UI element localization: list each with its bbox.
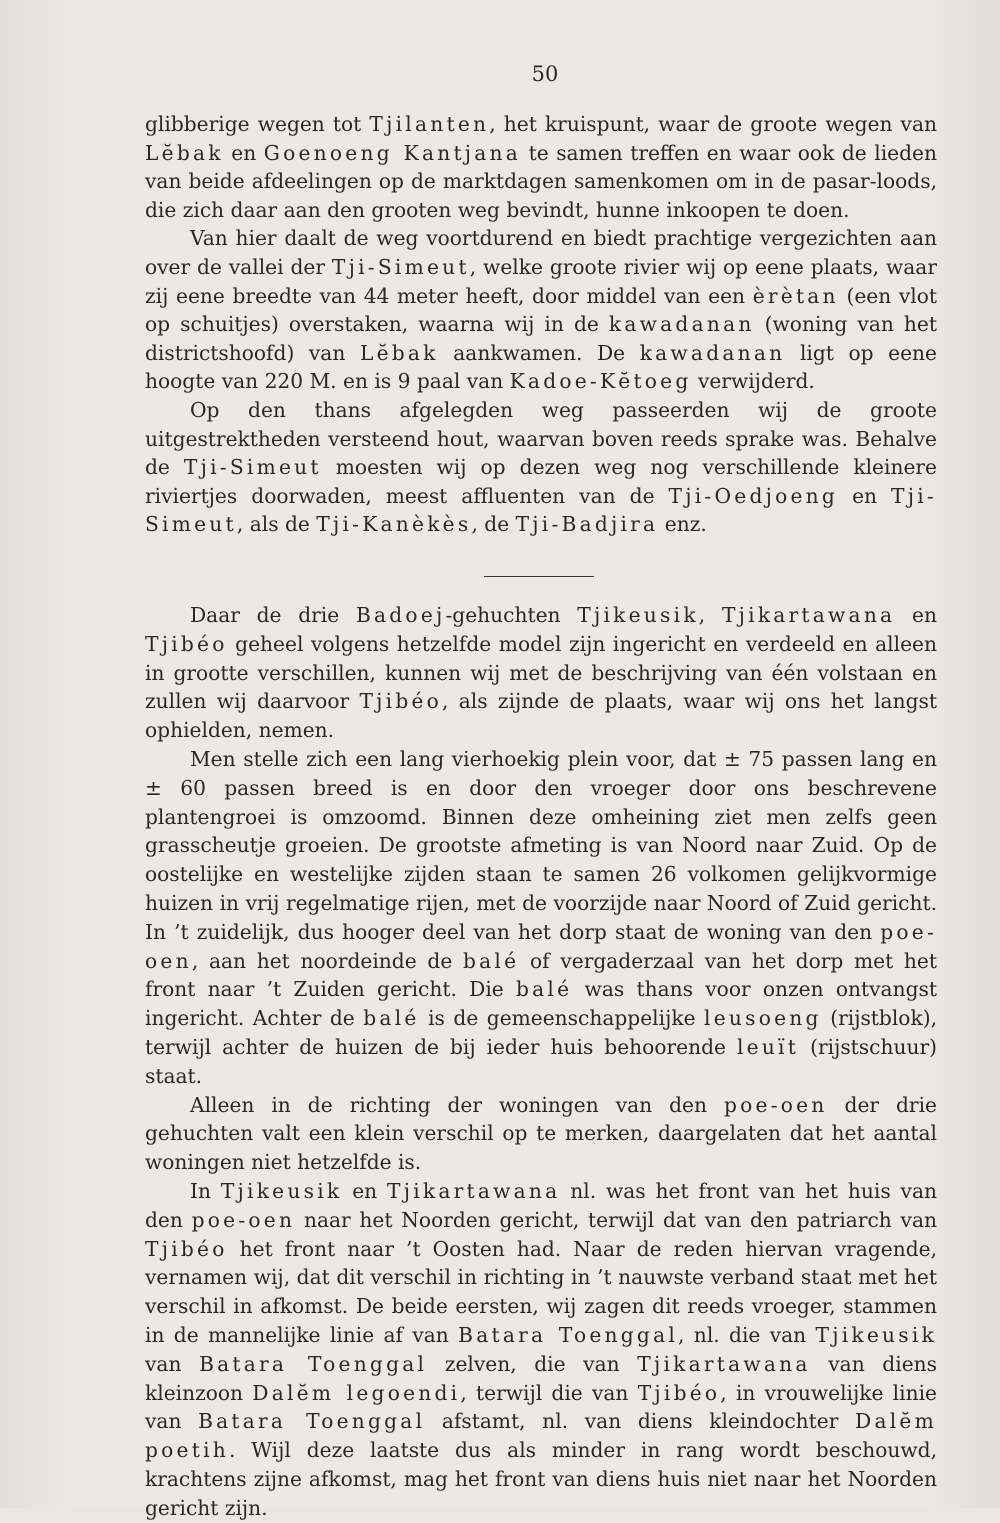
text-run: en: [838, 483, 892, 508]
spaced-term: poe-oen: [191, 1207, 296, 1232]
text-run: ligt op eene hoogte van 220 M. en is 9 paal van: [145, 340, 937, 394]
spaced-term: Dalĕm poetih: [145, 1409, 937, 1463]
text-run: (rijstblok), terwijl achter de huizen de bij ieder huis behoorende: [145, 1006, 937, 1059]
text-run: In: [190, 1178, 221, 1203]
spaced-term: Tji-Simeut: [145, 483, 937, 537]
text-run: ,: [698, 603, 722, 627]
spaced-term: Tji-Kanèkès: [316, 512, 472, 537]
spaced-term: Lĕbak: [359, 340, 439, 365]
spaced-term: kawadanan: [639, 340, 786, 365]
text-run: het front naar ’t Oosten had. Naar de reden hiervan vragende, vernamen wij, dat dit verschil in richting in ’t nauwste verband staat met het verschil in afkomst. De beide eersten, wij zagen dit reeds vroeger, stammen in de mannelijke linie af van: [145, 1236, 937, 1347]
text-run: van diens kleinzoon: [145, 1351, 937, 1405]
section-divider: [484, 576, 594, 577]
spaced-term: Tjikartawana: [721, 603, 896, 627]
spaced-term: Tjilanten: [369, 112, 490, 136]
paragraph-2: [145, 224, 937, 396]
text-run: is de gemeenschappelijke: [419, 1006, 705, 1031]
spaced-term: Batara Toenggal: [199, 1351, 428, 1376]
paragraph-5: [145, 745, 937, 1091]
spaced-term: èrètan: [752, 283, 839, 308]
text-run: glibberige wegen tot: [145, 112, 370, 136]
paragraph-3: [145, 396, 937, 539]
text-run: en: [895, 603, 938, 627]
text-run: aankwamen. De: [438, 340, 640, 365]
spaced-term: Tji-Simeut: [183, 455, 322, 480]
text-run: enz.: [658, 512, 707, 537]
text-run: (woning van het districtshoofd) van: [145, 312, 937, 365]
text-run: nl. was het front van het huis van den: [145, 1178, 937, 1232]
spaced-term: leuït: [736, 1034, 800, 1059]
spaced-term: poe-oen: [145, 919, 937, 973]
text-run: was thans voor onzen ontvangst ingericht. Achter de: [145, 977, 937, 1031]
spaced-term: Badoej: [355, 603, 446, 627]
spaced-term: Tji-Badjira: [515, 512, 659, 537]
text-run: , als zijnde de plaats, waar wij ons het langst ophielden, nemen.: [145, 689, 937, 743]
spaced-term: Kadoe-Kĕtoeg: [509, 369, 692, 394]
spaced-term: balé: [515, 977, 573, 1002]
text-run: , als de: [236, 512, 317, 537]
text-run: afstamt, nl. van diens kleindochter: [425, 1409, 856, 1434]
spaced-term: kawadanan: [608, 312, 755, 337]
text-run: van: [145, 1351, 200, 1376]
spaced-term: Tjikeusik: [577, 603, 699, 627]
spaced-term: Batara Toenggal: [458, 1322, 679, 1347]
spaced-term: Dalĕm legoendi: [252, 1380, 461, 1405]
text-run: Op den thans afgelegden weg passeerden wij de groote uitgestrektheden versteend hout, waarvan boven reeds sprake was. Behalve de: [145, 397, 937, 480]
section-before-divider: [145, 110, 937, 539]
spaced-term: poe-oen: [723, 1092, 828, 1117]
text-run: verwijderd.: [691, 369, 815, 394]
text-run: te samen treffen en waar ook de lieden van beide afdeelingen op de marktdagen samenkomen om in de pasar-loods, die zich daar aan den grooten weg bevindt, hunne inkoopen te doen.: [145, 140, 937, 222]
text-run: of vergaderzaal van het dorp met het front naar ’t Zuiden gericht. Die: [145, 948, 937, 1002]
text-run: -gehuchten: [445, 603, 578, 627]
paragraph-7: [145, 1177, 937, 1523]
paragraph-6: [145, 1091, 937, 1177]
text-run: moesten wij op dezen weg nog verschillende kleinere riviertjes doorwaden, meest affluenten van de: [145, 455, 937, 508]
text-run: Daar de drie: [190, 603, 356, 627]
text-run: Men stelle zich een lang vierhoekig plein voor, dat ± 75 passen lang en ± 60 passen breed is en door den vroeger door ons beschrevene plantengroei is omzoomd. Binnen deze omheining ziet men zelfs geen grasscheutje groeien. De grootste afmeting is van Noord naar Zuid. Op de oostelijke en westelijke zijden staan te samen 26 volkomen gelijkvormige huizen in vrij regelmatige rijen, met de voorzijde naar Noord of Zuid gericht. In ’t zuidelijk, dus hooger deel van het dorp staat de woning van den: [145, 746, 937, 944]
page-number: 50: [531, 62, 559, 86]
text-run: , in vrouwelijke linie van: [145, 1380, 938, 1434]
text-run: zelven, die van: [427, 1351, 638, 1376]
spaced-term: Tji-Oedjoeng: [668, 483, 839, 508]
text-run: , welke groote rivier wij op eene plaats, waar zij eene breedte van 44 meter heeft, door middel van een: [145, 254, 937, 308]
paragraph-1: [145, 110, 937, 224]
text-run: naar het Noorden gericht, terwijl dat van den patriarch van: [295, 1207, 937, 1232]
text-run: , de: [471, 512, 516, 537]
spaced-term: Tjikeusik: [815, 1322, 937, 1347]
text-run: Alleen in de richting der woningen van den: [190, 1092, 724, 1117]
spaced-term: Tjibéo: [637, 1380, 721, 1405]
text-run: en: [223, 140, 264, 165]
spaced-term: Tjibéo: [145, 631, 228, 656]
text-run: , terwijl die van: [460, 1380, 638, 1405]
text-run: geheel volgens hetzelfde model zijn ingericht en verdeeld en alleen in grootte verschillen, kunnen wij met de beschrijving van één volstaan en zullen wij daarvoor: [145, 631, 937, 714]
text-run: (een vlot op schuitjes) overstaken, waarna wij in de: [145, 283, 937, 337]
spaced-term: Goenoeng Kantjana: [263, 140, 522, 165]
spaced-term: Tjikeusik: [220, 1178, 343, 1203]
text-run: Van hier daalt de weg voortdurend en biedt prachtige vergezichten aan over de vallei der: [145, 226, 937, 279]
spaced-term: Tjibéo: [145, 1236, 228, 1261]
spaced-term: leusoeng: [704, 1006, 822, 1031]
spaced-term: Tjikartawana: [637, 1351, 811, 1376]
text-run: , het kruispunt, waar de groote wegen van: [489, 112, 937, 136]
spaced-term: Tji-Simeut: [331, 254, 470, 279]
paragraph-4: [145, 601, 937, 745]
section-after-divider: [145, 601, 937, 1523]
spaced-term: Tjikartawana: [387, 1178, 561, 1203]
text-run: , nl. die van: [678, 1322, 816, 1347]
text-run: (rijstschuur) staat.: [145, 1034, 937, 1088]
spaced-term: Tjibéo: [359, 689, 443, 714]
spaced-term: balé: [363, 1006, 420, 1031]
text-run: en: [342, 1178, 387, 1203]
spaced-term: Batara Toenggal: [198, 1409, 426, 1434]
text-run: , aan het noordeinde de: [191, 948, 463, 973]
spaced-term: balé: [462, 948, 520, 973]
spaced-term: Lĕbak: [145, 140, 224, 165]
text-run: . Wijl deze laatste dus als minder in rang wordt beschouwd, krachtens zijne afkomst, mag het front van diens huis niet naar het Noorden gericht zijn.: [145, 1438, 937, 1520]
text-run: der drie gehuchten valt een klein verschil op te merken, daargelaten dat het aantal woningen niet hetzelfde is.: [145, 1092, 937, 1175]
